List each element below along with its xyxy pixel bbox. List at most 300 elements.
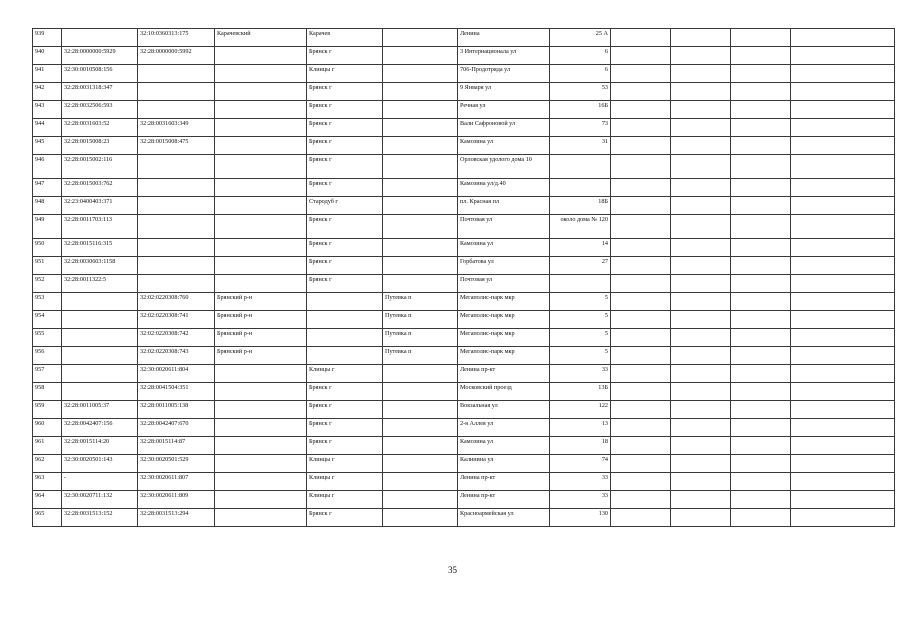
extra-cell-2 — [671, 155, 731, 179]
extra-cell-3 — [731, 83, 791, 101]
district-cell — [215, 365, 307, 383]
city-cell: Брянск г — [307, 401, 383, 419]
house-number-cell: 53 — [550, 83, 611, 101]
extra-cell-1 — [611, 365, 671, 383]
extra-cell-1 — [611, 83, 671, 101]
city-cell: Карачев — [307, 29, 383, 47]
cadastral-number-cell: 32:28:0031513:152 — [62, 509, 138, 527]
street-cell: Красноармейская ул — [458, 509, 550, 527]
extra-cell-1 — [611, 179, 671, 197]
cadastral-number-2-cell: 32:30:0020611:809 — [138, 491, 215, 509]
table-row — [33, 29, 895, 47]
street-cell: Калинина ул — [458, 455, 550, 473]
district-cell — [215, 401, 307, 419]
extra-cell-2 — [671, 179, 731, 197]
house-number-cell: 33 — [550, 491, 611, 509]
extra-cell-2 — [671, 119, 731, 137]
registry-table — [32, 28, 895, 527]
extra-cell-1 — [611, 65, 671, 83]
table-row — [33, 215, 895, 239]
district-cell — [215, 155, 307, 179]
extra-cell-3 — [731, 197, 791, 215]
city-cell: Брянск г — [307, 437, 383, 455]
house-number-cell: 13 — [550, 419, 611, 437]
house-number-cell: 18 — [550, 437, 611, 455]
table-row — [33, 257, 895, 275]
cadastral-number-2-cell: 32:02:0220308:743 — [138, 347, 215, 365]
house-number-cell: 6 — [550, 47, 611, 65]
extra-cell-4 — [791, 383, 895, 401]
cadastral-number-cell: 32:28:0032506:593 — [62, 101, 138, 119]
settlement-cell — [383, 119, 458, 137]
extra-cell-2 — [671, 293, 731, 311]
extra-cell-3 — [731, 275, 791, 293]
cadastral-number-cell — [62, 365, 138, 383]
cadastral-number-2-cell: 32:28:0042407:670 — [138, 419, 215, 437]
district-cell: Брянский р-н — [215, 311, 307, 329]
settlement-cell — [383, 239, 458, 257]
house-number-cell: 16Б — [550, 101, 611, 119]
house-number-cell: 31 — [550, 137, 611, 155]
extra-cell-2 — [671, 197, 731, 215]
district-cell — [215, 509, 307, 527]
table-row — [33, 101, 895, 119]
district-cell — [215, 437, 307, 455]
cadastral-number-2-cell: 32:30:0020501:529 — [138, 455, 215, 473]
city-cell: Брянск г — [307, 155, 383, 179]
extra-cell-2 — [671, 365, 731, 383]
extra-cell-3 — [731, 215, 791, 239]
extra-cell-3 — [731, 155, 791, 179]
cadastral-number-2-cell — [138, 257, 215, 275]
row-number-cell: 944 — [33, 119, 62, 137]
table-row — [33, 275, 895, 293]
street-cell: Камозина ул/д.40 — [458, 179, 550, 197]
extra-cell-1 — [611, 311, 671, 329]
row-number-cell: 943 — [33, 101, 62, 119]
extra-cell-3 — [731, 401, 791, 419]
extra-cell-4 — [791, 197, 895, 215]
extra-cell-2 — [671, 419, 731, 437]
cadastral-number-cell: 32:28:0015116:315 — [62, 239, 138, 257]
city-cell — [307, 329, 383, 347]
city-cell: Брянск г — [307, 383, 383, 401]
extra-cell-1 — [611, 419, 671, 437]
house-number-cell: 18Б — [550, 197, 611, 215]
cadastral-number-cell — [62, 29, 138, 47]
cadastral-number-2-cell — [138, 275, 215, 293]
extra-cell-4 — [791, 119, 895, 137]
extra-cell-4 — [791, 347, 895, 365]
cadastral-number-2-cell: 32:28:0031513:294 — [138, 509, 215, 527]
extra-cell-3 — [731, 437, 791, 455]
row-number-cell: 960 — [33, 419, 62, 437]
settlement-cell: Путевка п — [383, 329, 458, 347]
extra-cell-2 — [671, 257, 731, 275]
street-cell: Мегаполис-парк мкр — [458, 347, 550, 365]
house-number-cell: 5 — [550, 311, 611, 329]
settlement-cell — [383, 83, 458, 101]
extra-cell-3 — [731, 293, 791, 311]
extra-cell-3 — [731, 239, 791, 257]
table-row — [33, 47, 895, 65]
extra-cell-4 — [791, 65, 895, 83]
table-row — [33, 137, 895, 155]
extra-cell-4 — [791, 137, 895, 155]
cadastral-number-2-cell — [138, 197, 215, 215]
cadastral-number-cell: 32:28:0011703:113 — [62, 215, 138, 239]
street-cell: Мегаполис-парк мкр — [458, 293, 550, 311]
row-number-cell: 959 — [33, 401, 62, 419]
cadastral-number-cell: 32:28:0015008:23 — [62, 137, 138, 155]
extra-cell-4 — [791, 101, 895, 119]
extra-cell-1 — [611, 155, 671, 179]
cadastral-number-cell: - — [62, 473, 138, 491]
cadastral-number-cell: 32:28:0031318:347 — [62, 83, 138, 101]
extra-cell-2 — [671, 383, 731, 401]
settlement-cell — [383, 275, 458, 293]
row-number-cell: 946 — [33, 155, 62, 179]
cadastral-number-2-cell: 32:28:0041504:351 — [138, 383, 215, 401]
cadastral-number-cell: 32:28:0031603:52 — [62, 119, 138, 137]
street-cell: 706-Продотряда ул — [458, 65, 550, 83]
house-number-cell: 13Б — [550, 383, 611, 401]
extra-cell-4 — [791, 215, 895, 239]
extra-cell-2 — [671, 101, 731, 119]
cadastral-number-2-cell — [138, 215, 215, 239]
settlement-cell — [383, 179, 458, 197]
extra-cell-3 — [731, 179, 791, 197]
cadastral-number-2-cell: 32:28:0000000:5992 — [138, 47, 215, 65]
cadastral-number-2-cell: 32:30:0020611:804 — [138, 365, 215, 383]
extra-cell-1 — [611, 137, 671, 155]
house-number-cell: около дома № 120 — [550, 215, 611, 239]
street-cell: 2-я Аллея ул — [458, 419, 550, 437]
settlement-cell — [383, 137, 458, 155]
cadastral-number-cell: 32:30:0020711:132 — [62, 491, 138, 509]
street-cell: Ленина — [458, 29, 550, 47]
district-cell: Брянский р-н — [215, 329, 307, 347]
table-row — [33, 155, 895, 179]
extra-cell-2 — [671, 65, 731, 83]
district-cell — [215, 275, 307, 293]
extra-cell-4 — [791, 509, 895, 527]
street-cell: Горбатова ул — [458, 257, 550, 275]
district-cell — [215, 257, 307, 275]
extra-cell-1 — [611, 437, 671, 455]
house-number-cell: 73 — [550, 119, 611, 137]
settlement-cell — [383, 365, 458, 383]
street-cell: Ленина пр-кт — [458, 491, 550, 509]
cadastral-number-2-cell — [138, 239, 215, 257]
district-cell — [215, 419, 307, 437]
table-row — [33, 119, 895, 137]
district-cell — [215, 215, 307, 239]
house-number-cell: 25 А — [550, 29, 611, 47]
city-cell: Брянск г — [307, 275, 383, 293]
table-row — [33, 455, 895, 473]
row-number-cell: 945 — [33, 137, 62, 155]
extra-cell-3 — [731, 509, 791, 527]
row-number-cell: 961 — [33, 437, 62, 455]
extra-cell-4 — [791, 257, 895, 275]
extra-cell-2 — [671, 473, 731, 491]
house-number-cell: 27 — [550, 257, 611, 275]
row-number-cell: 957 — [33, 365, 62, 383]
row-number-cell: 964 — [33, 491, 62, 509]
city-cell: Брянск г — [307, 215, 383, 239]
city-cell: Клинцы г — [307, 491, 383, 509]
settlement-cell — [383, 437, 458, 455]
extra-cell-4 — [791, 155, 895, 179]
district-cell — [215, 197, 307, 215]
street-cell: Вокзальная ул — [458, 401, 550, 419]
cadastral-number-cell — [62, 347, 138, 365]
street-cell: Камозина ул — [458, 437, 550, 455]
table-row — [33, 383, 895, 401]
city-cell: Клинцы г — [307, 365, 383, 383]
table-row — [33, 365, 895, 383]
table-row — [33, 83, 895, 101]
table-row — [33, 197, 895, 215]
city-cell: Брянск г — [307, 47, 383, 65]
house-number-cell — [550, 155, 611, 179]
extra-cell-3 — [731, 473, 791, 491]
street-cell: 3 Интернационала ул — [458, 47, 550, 65]
extra-cell-4 — [791, 473, 895, 491]
cadastral-number-cell: 32:28:0011005:37 — [62, 401, 138, 419]
table-row — [33, 491, 895, 509]
table-row — [33, 473, 895, 491]
cadastral-number-cell: 32:23:0400403:371 — [62, 197, 138, 215]
settlement-cell — [383, 401, 458, 419]
street-cell: Орловская удолого дома 10 — [458, 155, 550, 179]
extra-cell-4 — [791, 311, 895, 329]
extra-cell-3 — [731, 65, 791, 83]
row-number-cell: 949 — [33, 215, 62, 239]
extra-cell-4 — [791, 293, 895, 311]
table-row — [33, 401, 895, 419]
city-cell: Брянск г — [307, 137, 383, 155]
row-number-cell: 955 — [33, 329, 62, 347]
cadastral-number-2-cell — [138, 83, 215, 101]
city-cell: Стародуб г — [307, 197, 383, 215]
settlement-cell — [383, 419, 458, 437]
extra-cell-3 — [731, 329, 791, 347]
extra-cell-4 — [791, 275, 895, 293]
street-cell: Вали Сафроновой ул — [458, 119, 550, 137]
city-cell: Брянск г — [307, 179, 383, 197]
extra-cell-1 — [611, 29, 671, 47]
extra-cell-1 — [611, 509, 671, 527]
extra-cell-2 — [671, 275, 731, 293]
settlement-cell — [383, 65, 458, 83]
district-cell — [215, 491, 307, 509]
extra-cell-3 — [731, 101, 791, 119]
extra-cell-1 — [611, 383, 671, 401]
city-cell: Клинцы г — [307, 473, 383, 491]
extra-cell-1 — [611, 329, 671, 347]
extra-cell-3 — [731, 365, 791, 383]
settlement-cell — [383, 491, 458, 509]
extra-cell-2 — [671, 455, 731, 473]
extra-cell-2 — [671, 83, 731, 101]
extra-cell-2 — [671, 347, 731, 365]
extra-cell-2 — [671, 215, 731, 239]
cadastral-number-2-cell: 32:28:0011005:138 — [138, 401, 215, 419]
district-cell — [215, 473, 307, 491]
extra-cell-1 — [611, 473, 671, 491]
house-number-cell: 5 — [550, 329, 611, 347]
city-cell: Клинцы г — [307, 455, 383, 473]
extra-cell-2 — [671, 137, 731, 155]
extra-cell-2 — [671, 47, 731, 65]
house-number-cell: 14 — [550, 239, 611, 257]
extra-cell-4 — [791, 47, 895, 65]
extra-cell-4 — [791, 239, 895, 257]
settlement-cell — [383, 509, 458, 527]
table-row — [33, 437, 895, 455]
house-number-cell: 74 — [550, 455, 611, 473]
extra-cell-4 — [791, 83, 895, 101]
extra-cell-4 — [791, 179, 895, 197]
settlement-cell: Путевка п — [383, 347, 458, 365]
row-number-cell: 952 — [33, 275, 62, 293]
cadastral-number-cell: 32:30:0020501:143 — [62, 455, 138, 473]
row-number-cell: 954 — [33, 311, 62, 329]
district-cell — [215, 179, 307, 197]
district-cell — [215, 455, 307, 473]
extra-cell-1 — [611, 455, 671, 473]
extra-cell-1 — [611, 347, 671, 365]
extra-cell-1 — [611, 215, 671, 239]
settlement-cell — [383, 473, 458, 491]
extra-cell-4 — [791, 419, 895, 437]
district-cell — [215, 239, 307, 257]
row-number-cell: 958 — [33, 383, 62, 401]
extra-cell-2 — [671, 401, 731, 419]
cadastral-number-cell: 32:28:0015114:20 — [62, 437, 138, 455]
street-cell: Мегаполис-парк мкр — [458, 329, 550, 347]
house-number-cell: 6 — [550, 65, 611, 83]
extra-cell-2 — [671, 311, 731, 329]
street-cell: Ленина пр-кт — [458, 473, 550, 491]
extra-cell-4 — [791, 455, 895, 473]
table-row — [33, 509, 895, 527]
extra-cell-4 — [791, 329, 895, 347]
cadastral-number-cell: 32:28:0042407:156 — [62, 419, 138, 437]
extra-cell-1 — [611, 119, 671, 137]
street-cell: Московский проезд — [458, 383, 550, 401]
row-number-cell: 956 — [33, 347, 62, 365]
extra-cell-3 — [731, 257, 791, 275]
cadastral-number-2-cell: 32:28:0031603:349 — [138, 119, 215, 137]
house-number-cell: 122 — [550, 401, 611, 419]
street-cell: пл. Красная пл — [458, 197, 550, 215]
street-cell: Мегаполис-парк мкр — [458, 311, 550, 329]
row-number-cell: 962 — [33, 455, 62, 473]
extra-cell-2 — [671, 29, 731, 47]
cadastral-number-cell — [62, 329, 138, 347]
extra-cell-3 — [731, 119, 791, 137]
district-cell: Карачевский — [215, 29, 307, 47]
table-row — [33, 65, 895, 83]
extra-cell-3 — [731, 419, 791, 437]
extra-cell-2 — [671, 491, 731, 509]
table-row — [33, 239, 895, 257]
settlement-cell — [383, 101, 458, 119]
house-number-cell — [550, 275, 611, 293]
cadastral-number-2-cell — [138, 179, 215, 197]
cadastral-number-cell: 32:28:0015003:762 — [62, 179, 138, 197]
settlement-cell — [383, 383, 458, 401]
district-cell: Брянский р-н — [215, 347, 307, 365]
city-cell — [307, 347, 383, 365]
street-cell: Почтовая ул — [458, 215, 550, 239]
cadastral-number-2-cell — [138, 65, 215, 83]
city-cell: Брянск г — [307, 119, 383, 137]
district-cell — [215, 137, 307, 155]
street-cell: Почтовая ул — [458, 275, 550, 293]
extra-cell-1 — [611, 47, 671, 65]
extra-cell-2 — [671, 509, 731, 527]
district-cell — [215, 101, 307, 119]
extra-cell-3 — [731, 347, 791, 365]
settlement-cell — [383, 197, 458, 215]
extra-cell-3 — [731, 491, 791, 509]
city-cell: Брянск г — [307, 509, 383, 527]
extra-cell-4 — [791, 437, 895, 455]
extra-cell-3 — [731, 311, 791, 329]
cadastral-number-2-cell — [138, 155, 215, 179]
row-number-cell: 942 — [33, 83, 62, 101]
cadastral-number-cell — [62, 293, 138, 311]
settlement-cell — [383, 47, 458, 65]
row-number-cell: 948 — [33, 197, 62, 215]
extra-cell-3 — [731, 137, 791, 155]
street-cell: Ленина пр-кт — [458, 365, 550, 383]
row-number-cell: 947 — [33, 179, 62, 197]
city-cell — [307, 293, 383, 311]
extra-cell-4 — [791, 365, 895, 383]
extra-cell-1 — [611, 491, 671, 509]
cadastral-number-2-cell: 32:30:0020611:807 — [138, 473, 215, 491]
extra-cell-1 — [611, 101, 671, 119]
row-number-cell: 951 — [33, 257, 62, 275]
cadastral-number-cell: 32:28:0011322:5 — [62, 275, 138, 293]
city-cell: Брянск г — [307, 83, 383, 101]
extra-cell-2 — [671, 437, 731, 455]
settlement-cell — [383, 29, 458, 47]
extra-cell-2 — [671, 239, 731, 257]
table-row — [33, 329, 895, 347]
table-row — [33, 179, 895, 197]
city-cell — [307, 311, 383, 329]
cadastral-number-2-cell: 32:02:0220308:741 — [138, 311, 215, 329]
house-number-cell: 130 — [550, 509, 611, 527]
city-cell: Клинцы г — [307, 65, 383, 83]
settlement-cell — [383, 155, 458, 179]
settlement-cell — [383, 215, 458, 239]
table-row — [33, 293, 895, 311]
extra-cell-4 — [791, 401, 895, 419]
cadastral-number-2-cell — [138, 101, 215, 119]
row-number-cell: 965 — [33, 509, 62, 527]
cadastral-number-cell — [62, 383, 138, 401]
cadastral-number-2-cell: 32:10:0360313:175 — [138, 29, 215, 47]
table-row — [33, 347, 895, 365]
city-cell: Брянск г — [307, 239, 383, 257]
